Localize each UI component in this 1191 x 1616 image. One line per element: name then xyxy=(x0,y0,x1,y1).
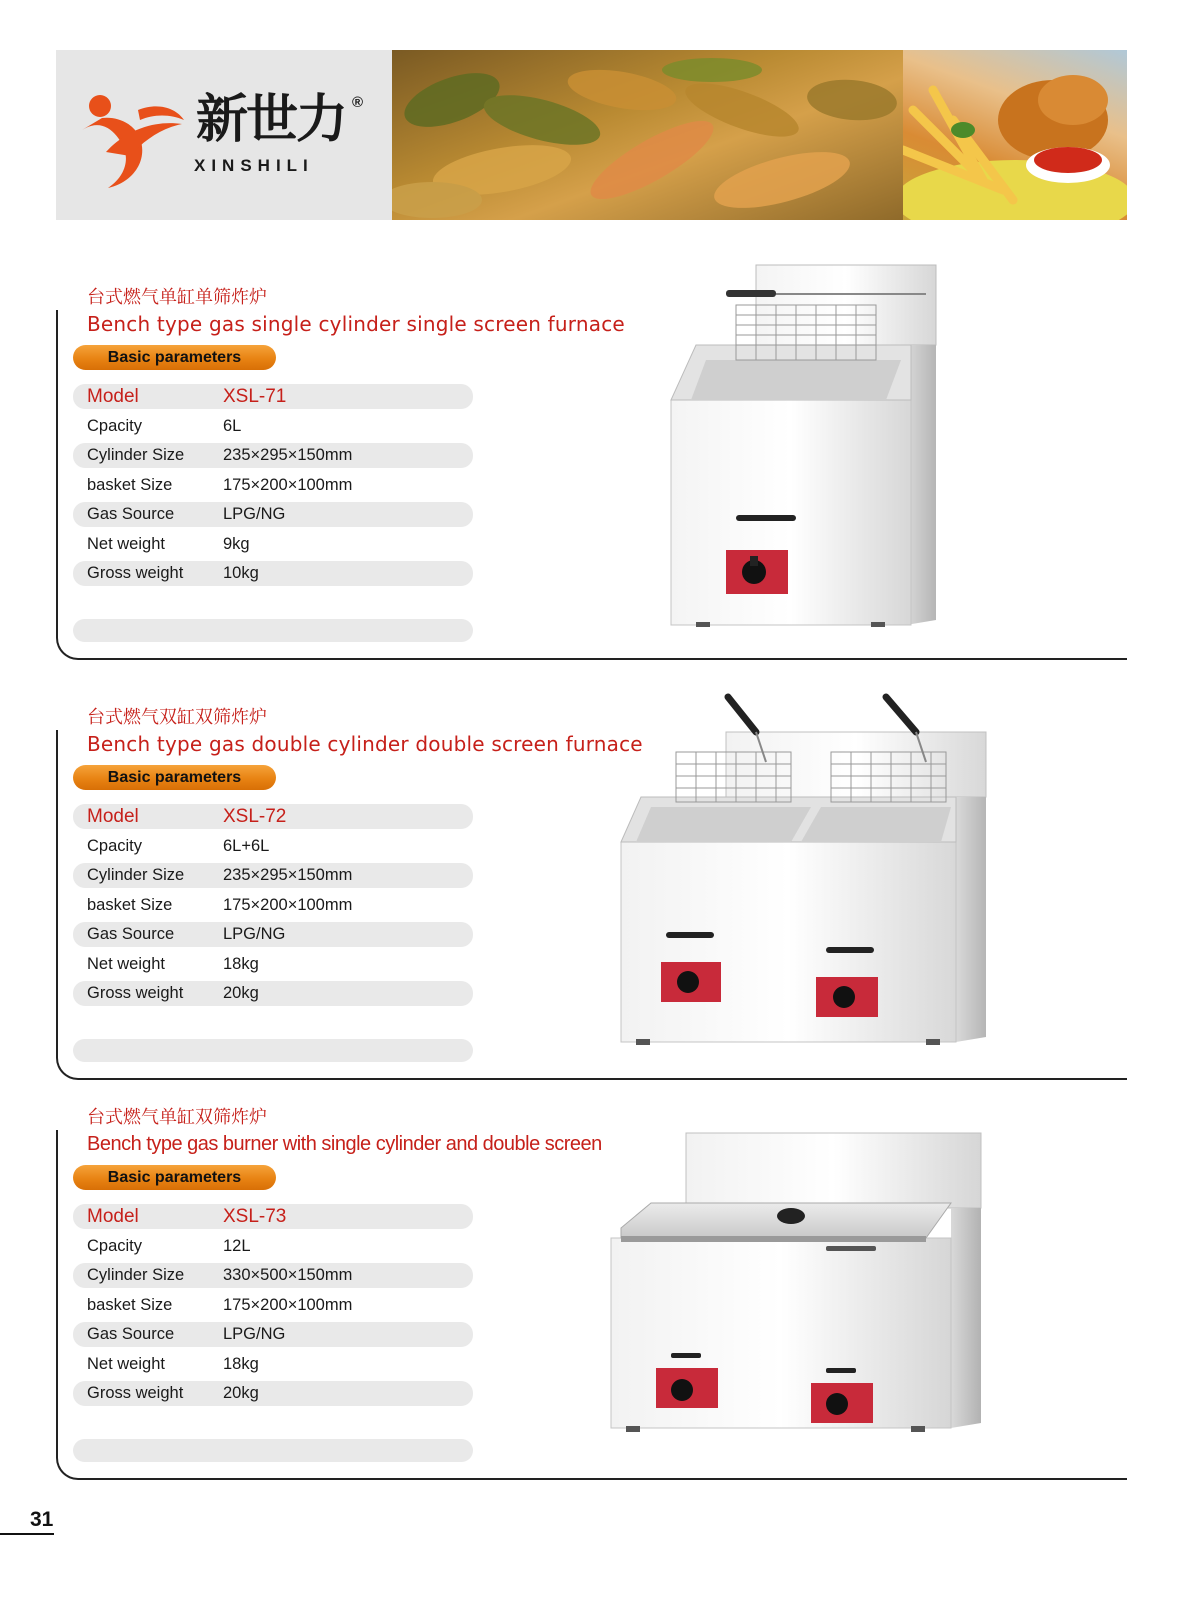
table-row xyxy=(73,414,473,439)
product-section-2 xyxy=(56,706,1127,1106)
brand-logo-icon xyxy=(78,90,186,190)
param-key: Gross weight xyxy=(87,564,184,582)
param-value: 330×500×150mm xyxy=(223,1266,353,1284)
table-row xyxy=(73,1204,473,1229)
product-section-3 xyxy=(56,1106,1127,1506)
table-row xyxy=(73,863,473,888)
table-row xyxy=(73,893,473,918)
param-value: 175×200×100mm xyxy=(223,475,353,494)
fried-food-photo xyxy=(392,50,903,220)
param-value: 235×295×150mm xyxy=(223,446,353,464)
table-row xyxy=(73,561,473,586)
empty-row xyxy=(73,1039,473,1062)
product-title-en: Bench type gas double cylinder double screen furnace xyxy=(87,732,643,756)
product-title-cn: 台式燃气双缸双筛炸炉 xyxy=(87,707,267,728)
empty-row xyxy=(73,619,473,642)
table-row xyxy=(73,532,473,557)
param-value: 9kg xyxy=(223,534,250,553)
brand-name-cn: 新世力 xyxy=(196,90,347,150)
table-row xyxy=(73,834,473,859)
param-value: 18kg xyxy=(223,1354,259,1373)
param-key: basket Size xyxy=(87,475,173,494)
registered-mark: ® xyxy=(352,94,364,111)
table-row xyxy=(73,1263,473,1288)
parameters-table xyxy=(73,384,473,591)
page-number-underline xyxy=(0,1533,54,1535)
product-title-cn: 台式燃气单缸单筛炸炉 xyxy=(87,287,267,308)
table-row xyxy=(73,922,473,947)
param-key: basket Size xyxy=(87,895,173,914)
param-key: Net weight xyxy=(87,954,165,973)
param-value: 6L+6L xyxy=(223,836,270,855)
fried-food-image xyxy=(392,50,903,220)
param-key: Cpacity xyxy=(87,836,143,855)
param-key: Gas Source xyxy=(87,925,175,943)
basic-parameters-label: Basic parameters xyxy=(73,345,276,370)
param-key: Cylinder Size xyxy=(87,1266,185,1284)
param-key: Cylinder Size xyxy=(87,866,185,884)
param-key: Gas Source xyxy=(87,1325,175,1343)
param-value: XSL-73 xyxy=(223,1206,287,1227)
table-row xyxy=(73,1322,473,1347)
product-title-cn: 台式燃气单缸双筛炸炉 xyxy=(87,1107,267,1128)
table-row xyxy=(73,1293,473,1318)
table-row xyxy=(73,473,473,498)
header-banner xyxy=(56,50,1127,220)
table-row xyxy=(73,1234,473,1259)
chicken-fries-image xyxy=(903,50,1127,220)
table-row xyxy=(73,981,473,1006)
param-key: Model xyxy=(87,1206,139,1227)
parameters-table xyxy=(73,804,473,1011)
brand-name-en: XINSHILI xyxy=(194,156,314,175)
param-key: Net weight xyxy=(87,1354,165,1373)
param-key: Gross weight xyxy=(87,984,184,1002)
param-key: Model xyxy=(87,386,139,407)
basic-parameters-label: Basic parameters xyxy=(73,765,276,790)
table-row xyxy=(73,384,473,409)
param-value: 20kg xyxy=(223,1384,259,1402)
table-row xyxy=(73,952,473,977)
param-value: 18kg xyxy=(223,954,259,973)
table-row xyxy=(73,1381,473,1406)
param-key: Gas Source xyxy=(87,505,175,523)
single-fryer-image xyxy=(666,260,956,630)
param-value: 175×200×100mm xyxy=(223,895,353,914)
table-row xyxy=(73,443,473,468)
param-key: Cylinder Size xyxy=(87,446,185,464)
param-value: 20kg xyxy=(223,984,259,1002)
single-cylinder-double-screen-fryer-image xyxy=(606,1128,1006,1438)
table-row xyxy=(73,1352,473,1377)
param-value: 6L xyxy=(223,416,242,435)
param-key: Cpacity xyxy=(87,1236,143,1255)
product-section-1 xyxy=(56,286,1127,686)
table-row xyxy=(73,804,473,829)
basic-parameters-label: Basic parameters xyxy=(73,1165,276,1190)
param-value: 235×295×150mm xyxy=(223,866,353,884)
parameters-table xyxy=(73,1204,473,1411)
param-key: Model xyxy=(87,806,139,827)
param-key: Cpacity xyxy=(87,416,143,435)
param-value: 175×200×100mm xyxy=(223,1295,353,1314)
param-value: 10kg xyxy=(223,564,259,582)
param-value: 12L xyxy=(223,1236,251,1255)
product-title-en: Bench type gas single cylinder single screen furnace xyxy=(87,312,625,336)
product-title-en: Bench type gas burner with single cylinder and double screen xyxy=(87,1133,602,1155)
param-value: XSL-72 xyxy=(223,806,287,827)
table-row xyxy=(73,502,473,527)
param-key: Net weight xyxy=(87,534,165,553)
page-number: 31 xyxy=(30,1508,54,1531)
param-value: LPG/NG xyxy=(223,925,286,943)
param-value: LPG/NG xyxy=(223,1325,286,1343)
chicken-fries-photo xyxy=(903,50,1127,220)
param-key: basket Size xyxy=(87,1295,173,1314)
empty-row xyxy=(73,1439,473,1462)
param-value: XSL-71 xyxy=(223,386,287,407)
param-value: LPG/NG xyxy=(223,505,286,523)
param-key: Gross weight xyxy=(87,1384,184,1402)
double-fryer-image xyxy=(616,692,1006,1052)
logo-panel xyxy=(56,50,392,220)
